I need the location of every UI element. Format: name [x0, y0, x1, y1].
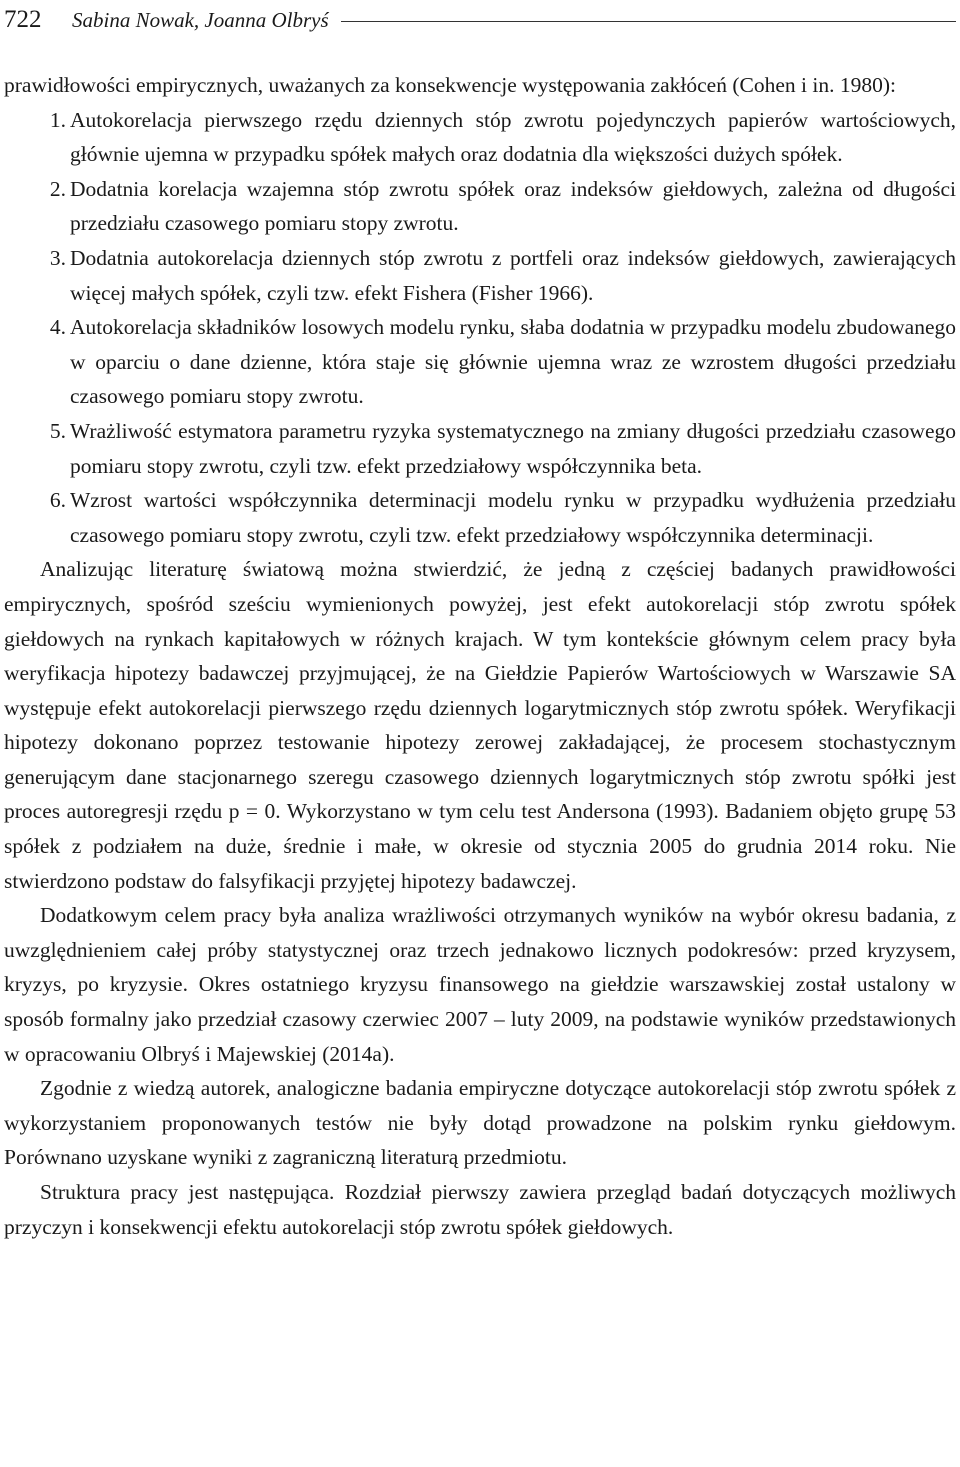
list-item-text: Wzrost wartości współczynnika determinacji modelu rynku w przypadku wydłużenia przedziału czasowego pomiaru stopy zwrotu, czyli tzw. efekt przedziałowy współczynnika determinacji. — [70, 488, 956, 547]
header-rule — [341, 21, 956, 22]
list-item-number: 4. — [49, 315, 66, 340]
list-item-text: Dodatnia autokorelacja dziennych stóp zwrotu z portfeli oraz indeksów giełdowych, zawierających więcej małych spółek, czyli tzw. efekt Fishera (Fisher 1966). — [70, 245, 956, 305]
body-paragraph: Analizując literaturę światową można stwierdzić, że jedną z częściej badanych prawidłowości empirycznych, spośród sześciu wymienionych powyżej, jest efekt autokorelacji stóp zwrotu spółek giełdowych na rynkach kapitałowych w różnych krajach. W tym kontekście głównym celem pracy była weryfikacja hipotezy badawczej przyjmującej, że na Giełdzie Papierów Wartościowych w Warszawie SA występuje efekt autokorelacji pierwszego rzędu dziennych logarytmicznych stóp zwrotu spółek. Weryfikacji hipotezy dokonano poprzez testowanie hipotezy zerowej zakładającej, że procesem stochastycznym generującym dane stacjonarnego szeregu czasowego dziennych logarytmicznych stóp zwrotu spółki jest proces autoregresji rzędu p = 0. Wykorzystano w tym celu test Andersona (1993). Badaniem objęto grupę 53 spółek z podziałem na duże, średnie i małe, w okresie od stycznia 2005 do grudnia 2014 roku. Nie stwierdzono podstaw do falsyfikacji przyjętej hipotezy badawczej. — [4, 557, 956, 893]
intro-paragraph: prawidłowości empirycznych, uważanych za konsekwencje występowania zakłóceń (Cohen i in. 1980): — [4, 73, 896, 97]
page-number: 722 — [4, 6, 42, 33]
list-item — [4, 414, 956, 483]
list-item-text: Autokorelacja składników losowych modelu rynku, słaba dodatnia w przypadku modelu zbudowanego w oparciu o dane dzienne, która staje się głównie ujemna wraz ze wzrostem długości przedziału czasowego pomiaru stopy zwrotu. — [70, 315, 956, 409]
list-item-number: 5. — [49, 418, 66, 443]
running-head-authors: Sabina Nowak, Joanna Olbryś — [72, 8, 329, 32]
list-item-number: 2. — [49, 176, 66, 201]
list-item-text: Autokorelacja pierwszego rzędu dziennych stóp zwrotu pojedynczych papierów wartościowych, głównie ujemna w przypadku spółek małych oraz dodatnia dla większości dużych spółek. — [70, 107, 956, 167]
list-item — [4, 172, 956, 241]
body-paragraph: Struktura pracy jest następująca. Rozdział pierwszy zawiera przegląd badań dotyczących możliwych przyczyn i konsekwencji efektu autokorelacji stóp zwrotu spółek giełdowych. — [4, 1180, 956, 1239]
list-item — [4, 483, 956, 552]
list-item — [4, 241, 956, 310]
list-item-number: 1. — [49, 107, 66, 132]
list-item-number: 6. — [49, 488, 66, 513]
list-item — [4, 103, 956, 172]
list-item-text: Wrażliwość estymatora parametru ryzyka systematycznego na zmiany długości przedziału czasowego pomiaru stopy zwrotu, czyli tzw. efekt przedziałowy współczynnika beta. — [70, 418, 956, 478]
numbered-list — [4, 103, 956, 553]
running-header — [4, 2, 956, 38]
body-paragraph: Zgodnie z wiedzą autorek, analogiczne badania empiryczne dotyczące autokorelacji stóp zwrotu spółek z wykorzystaniem proponowanych testów nie były dotąd prowadzone na polskim rynku giełdowym. Porównano uzyskane wyniki z zagraniczną literaturą przedmiotu. — [4, 1076, 956, 1170]
list-item-number: 3. — [49, 245, 66, 270]
list-item-text: Dodatnia korelacja wzajemna stóp zwrotu spółek oraz indeksów giełdowych, zależna od długości przedziału czasowego pomiaru stopy zwrotu. — [70, 176, 956, 236]
body-paragraph: Dodatkowym celem pracy była analiza wrażliwości otrzymanych wyników na wybór okresu badania, z uwzględnieniem całej próby statystycznej oraz trzech jednakowo licznych podokresów: przed kryzysem, kryzys, po kryzysie. Okres ostatniego kryzysu finansowego na giełdzie warszawskiej został ustalony w sposób formalny jako przedział czasowy czerwiec 2007 – luty 2009, na podstawie wyników przedstawionych w opracowaniu Olbryś i Majewskiej (2014a). — [4, 903, 956, 1066]
body-text — [4, 68, 956, 1244]
list-item — [4, 310, 956, 414]
